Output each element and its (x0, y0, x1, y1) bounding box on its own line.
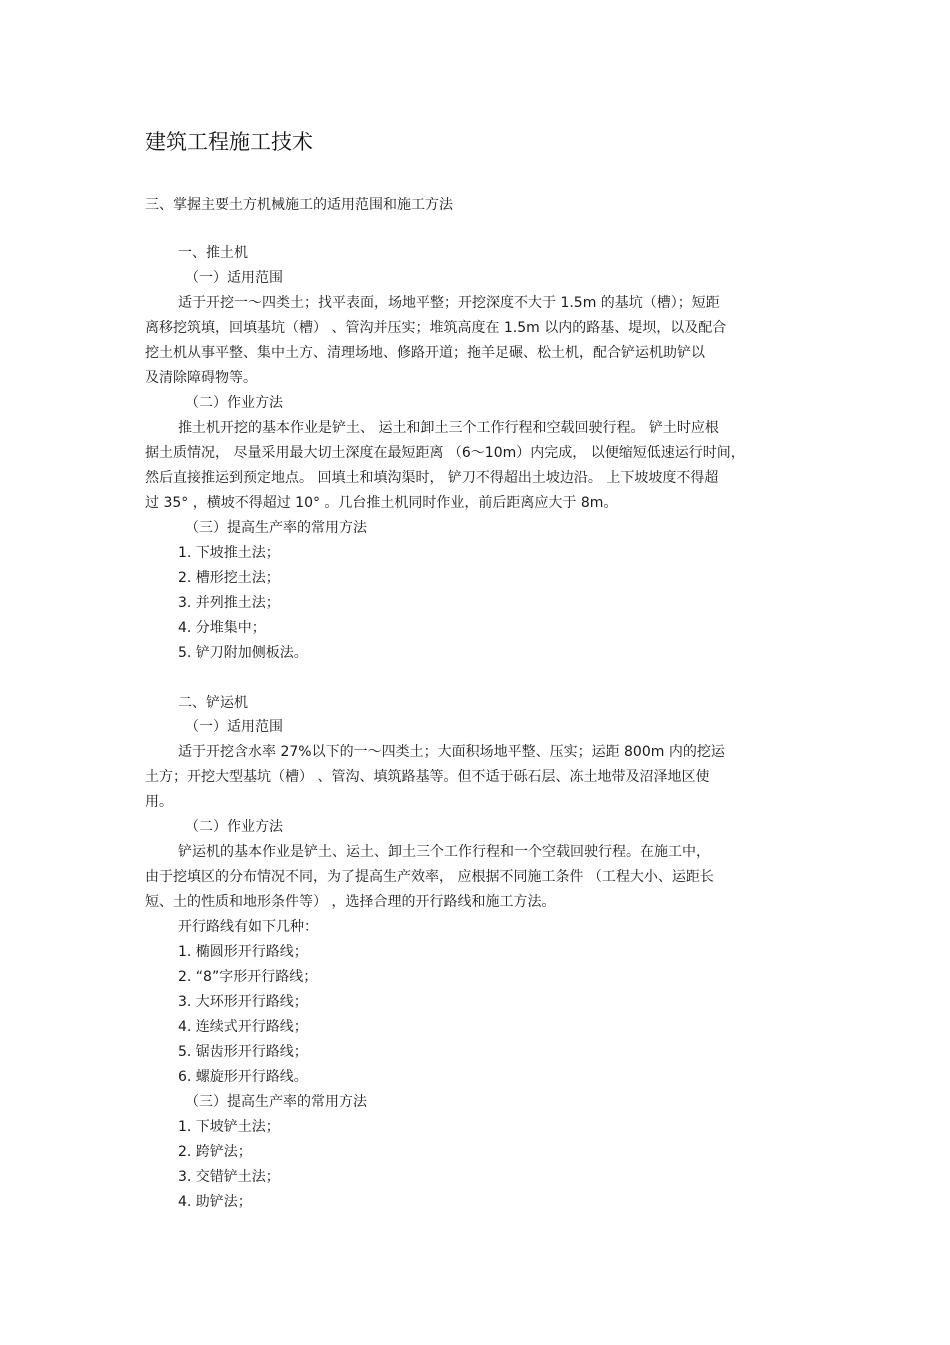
paragraph-line: 适于开挖含水率 27%以下的一～四类土；大面积场地平整、压实；运距 800m 内的挖运 (178, 744, 725, 760)
subsection-heading: 一、推土机 (178, 245, 248, 261)
list-item: 5. 锯齿形开行路线； (178, 1044, 308, 1060)
list-item: 2. 槽形挖土法； (178, 570, 280, 586)
paragraph-line: 短、土的性质和地形条件等） ，选择合理的开行路线和施工方法。 (145, 894, 556, 910)
list-item: 4. 连续式开行路线； (178, 1019, 308, 1035)
paragraph-line: 然后直接推运到预定地点。 回填土和填沟渠时， 铲刀不得超出土坡边沿。 上下坡坡度不得超 (145, 470, 719, 486)
list-item: 1. 椭圆形开行路线； (178, 944, 308, 960)
paragraph-line: 铲运机的基本作业是铲土、运土、卸土三个工作行程和一个空载回驶行程。在施工中， (178, 844, 710, 860)
sub-heading: （三）提高生产率的常用方法 (185, 520, 367, 536)
list-item: 1. 下坡推土法； (178, 545, 280, 561)
paragraph-line: 用。 (145, 794, 173, 810)
list-item: 6. 螺旋形开行路线。 (178, 1069, 308, 1085)
sub-heading: （三）提高生产率的常用方法 (185, 1094, 367, 1110)
list-item: 4. 助铲法； (178, 1194, 252, 1210)
paragraph-line: 开行路线有如下几种： (178, 919, 318, 935)
list-item: 2. “8”字形开行路线； (178, 969, 318, 985)
list-item: 2. 跨铲法； (178, 1144, 252, 1160)
sub-heading: （一）适用范围 (185, 719, 283, 735)
paragraph-line: 适于开挖一～四类土；找平表面，场地平整；开挖深度不大于 1.5m 的基坑（槽）；短距 (178, 295, 720, 311)
subsection-heading: 二、铲运机 (178, 695, 248, 711)
document-title: 建筑工程施工技术 (145, 130, 313, 154)
sub-heading: （一）适用范围 (185, 270, 283, 286)
paragraph-line: 挖土机从事平整、集中土方、清理场地、修路开道；拖羊足碾、松土机，配合铲运机助铲以 (145, 345, 705, 361)
paragraph-line: 及清除障碍物等。 (145, 370, 257, 386)
list-item: 4. 分堆集中； (178, 620, 266, 636)
list-item: 3. 大环形开行路线； (178, 994, 308, 1010)
list-item: 1. 下坡铲土法； (178, 1119, 280, 1135)
paragraph-line: 据土质情况， 尽量采用最大切土深度在最短距离 （6～10m）内完成， 以便缩短低速运行时间， (145, 445, 745, 461)
list-item: 3. 并列推土法； (178, 595, 280, 611)
paragraph-line: 离移挖筑填，回填基坑（槽） 、管沟并压实；堆筑高度在 1.5m 以内的路基、堤坝，以及配合 (145, 320, 727, 336)
sub-heading: （二）作业方法 (185, 819, 283, 835)
paragraph-line: 过 35° ，横坡不得超过 10° 。几台推土机同时作业，前后距离应大于 8m。 (145, 495, 618, 511)
paragraph-line: 土方；开挖大型基坑（槽） 、管沟、填筑路基等。但不适于砾石层、冻土地带及沼泽地区使 (145, 769, 710, 785)
list-item: 3. 交错铲土法； (178, 1169, 280, 1185)
paragraph-line: 推土机开挖的基本作业是铲土、 运土和卸土三个工作行程和空载回驶行程。 铲土时应根 (178, 420, 719, 436)
sub-heading: （二）作业方法 (185, 395, 283, 411)
list-item: 5. 铲刀附加侧板法。 (178, 645, 308, 661)
paragraph-line: 由于挖填区的分布情况不同，为了提高生产效率， 应根据不同施工条件 （工程大小、运距长 (145, 869, 714, 885)
section-heading: 三、掌握主要土方机械施工的适用范围和施工方法 (145, 197, 453, 213)
